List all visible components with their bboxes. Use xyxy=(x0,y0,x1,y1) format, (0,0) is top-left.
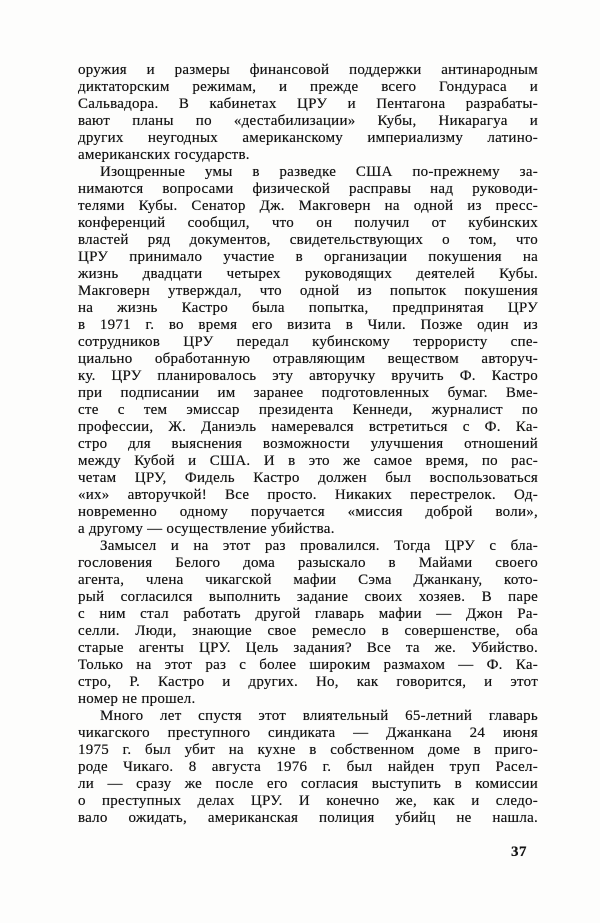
text-line: циально обработанную отравляющим веществом авторуч- xyxy=(78,351,538,367)
text-line: в 1971 г. во время его визита в Чили. Позже один из xyxy=(78,317,538,333)
text-line: новременно одному поручается «миссия доброй воли», xyxy=(78,504,538,520)
text-line: ЦРУ принимало участие в организации покушения на xyxy=(78,249,538,265)
text-line: профессии, Ж. Даниэль намеревался встретиться с Ф. Ка- xyxy=(78,419,538,435)
text-line: ку. ЦРУ планировалось эту авторучку вручить Ф. Кастро xyxy=(78,368,538,384)
text-line: американских государств. xyxy=(78,147,250,163)
text-line: Сальвадора. В кабинетах ЦРУ и Пентагона разрабаты- xyxy=(78,96,538,112)
text-line: с ним стал работать другой главарь мафии — Джон Ра- xyxy=(78,606,538,622)
text-line: вают планы по «дестабилизации» Кубы, Никарагуа и xyxy=(78,113,538,129)
text-line: Макговерн утверждал, что одной из попыток покушения xyxy=(78,283,538,299)
text-line: стро, Р. Кастро и других. Но, как говорится, и этот xyxy=(78,674,538,690)
text-line: номер не прошел. xyxy=(78,691,196,707)
text-line: властей ряд документов, свидетельствующих о том, что xyxy=(78,232,538,248)
text-line: четам ЦРУ, Фидель Кастро должен был воспользоваться xyxy=(78,470,538,486)
text-line: сотрудников ЦРУ передал кубинскому террористу спе- xyxy=(78,334,538,350)
text-line: на жизнь Кастро была попытка, предпринятая ЦРУ xyxy=(78,300,538,316)
text-line: старые агенты ЦРУ. Цель задания? Все та же. Убийство. xyxy=(78,640,538,656)
text-line: рый согласился выполнить задание своих хозяев. В паре xyxy=(78,589,538,605)
text-line: других неугодных американскому империализму латино- xyxy=(78,130,538,146)
text-line: селли. Люди, знающие свое ремесло в совершенстве, оба xyxy=(78,623,538,639)
text-line: Замысел и на этот раз провалился. Тогда ЦРУ с бла- xyxy=(100,538,538,554)
text-line: сте с тем эмиссар президента Кеннеди, журналист по xyxy=(78,402,538,418)
text-line: роде Чикаго. 8 августа 1976 г. был найден труп Расел- xyxy=(78,759,538,775)
text-line: агента, члена чикагской мафии Сэма Джанкану, кото- xyxy=(78,572,538,588)
text-line: о преступных делах ЦРУ. И конечно же, как и следо- xyxy=(78,793,538,809)
text-line: между Кубой и США. И в это же самое время, по рас- xyxy=(78,453,538,469)
text-line: а другому — осуществление убийства. xyxy=(78,521,335,537)
text-line: при подписании им заранее подготовленных бумаг. Вме- xyxy=(78,385,538,401)
text-line: телями Кубы. Сенатор Дж. Макговерн на одной из пресс- xyxy=(78,198,538,214)
text-line: Много лет спустя этот влиятельный 65-летний главарь xyxy=(100,708,538,724)
text-line: ли — сразу же после его согласия выступить в комиссии xyxy=(78,776,538,792)
page-number: 37 xyxy=(511,844,527,860)
text-line: нимаются вопросами физической расправы над руководи- xyxy=(78,181,538,197)
text-line: вало ожидать, американская полиция убийц не нашла. xyxy=(78,810,538,826)
text-line: конференций сообщил, что он получил от кубинских xyxy=(78,215,538,231)
text-line: стро для выяснения возможности улучшения отношений xyxy=(78,436,538,452)
text-line: жизнь двадцати четырех руководящих деятелей Кубы. xyxy=(78,266,538,282)
text-line: диктаторским режимам, и прежде всего Гондураса и xyxy=(78,79,538,95)
text-line: оружия и размеры финансовой поддержки антинародным xyxy=(78,62,538,78)
text-block xyxy=(78,62,538,827)
text-line: Изощренные умы в разведке США по-прежнему за- xyxy=(100,164,538,180)
text-line: чикагского преступного синдиката — Джанкана 24 июня xyxy=(78,725,538,741)
text-line: 1975 г. был убит на кухне в собственном доме в приго- xyxy=(78,742,538,758)
text-line: гословения Белого дома разыскало в Майами своего xyxy=(78,555,538,571)
text-line: Только на этот раз с более широким размахом — Ф. Ка- xyxy=(78,657,538,673)
text-line: «их» авторучкой! Все просто. Никаких перестрелок. Од- xyxy=(78,487,538,503)
